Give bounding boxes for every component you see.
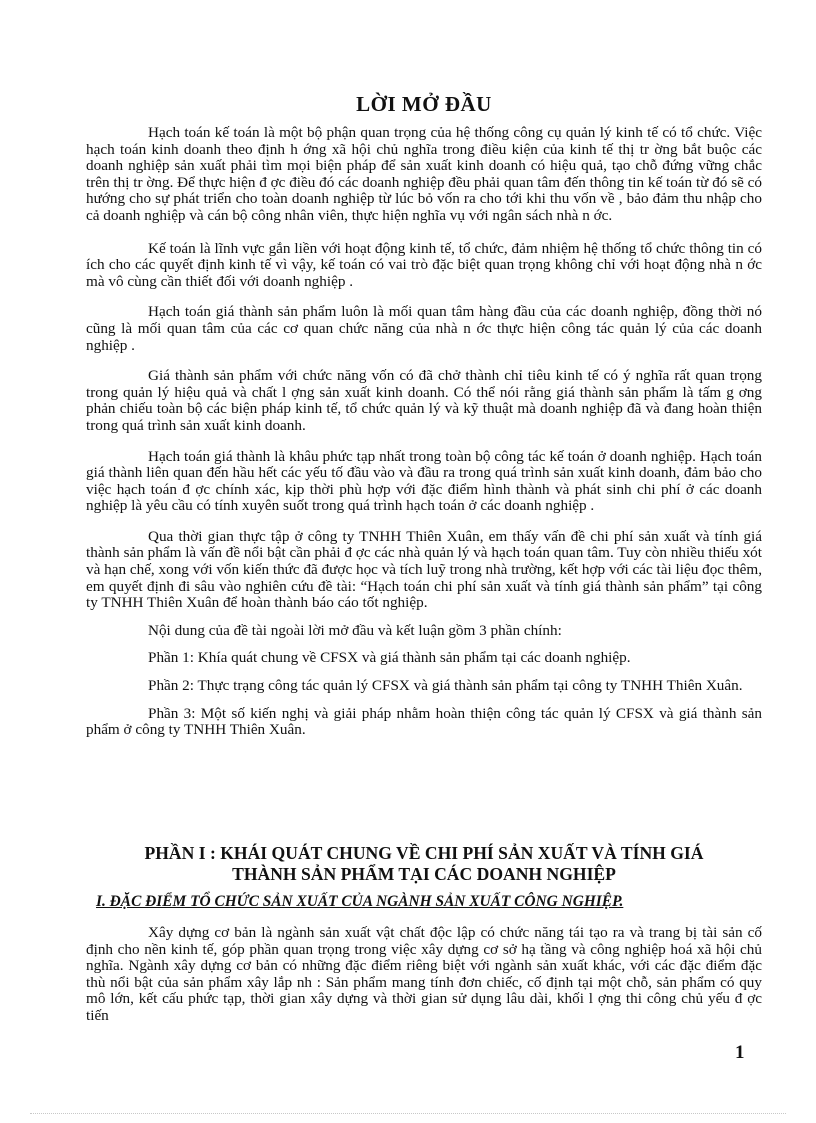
part-1-summary: Phần 1: Khía quát chung về CFSX và giá thành sản phẩm tại các doanh nghiệp. <box>148 649 631 667</box>
intro-paragraph-7: Nội dung của đề tài ngoài lời mở đầu và kết luận gồm 3 phần chính: <box>148 621 562 639</box>
intro-paragraph-1: Hạch toán kế toán là một bộ phận quan trọng của hệ thống công cụ quản lý kinh tế có tổ chức. Việc hạch toán kinh doanh theo định h ớng xã hội chủ nghĩa trong điều kiện của kinh tế thị tr ờng bắt buộc các doanh nghiệp sản xuất phải tìm mọi biện pháp để sản xuất kinh doanh có hiệu quả, tạo chỗ đứng vững chắc trên thị tr ờng. Để thực hiện đ ợc điều đó các doanh nghiệp đều phải quan tâm đến thông tin kế toán từ đó sẽ có hướng cho sự phát triển cho toàn doanh nghiệp từ lúc bỏ vốn ra cho tới khi thu vốn về , bảo đảm thu nhập cho cả doanh nghiệp và cán bộ công nhân viên, thực hiện nghĩa vụ với ngân sách nhà n ớc. <box>86 124 762 224</box>
intro-paragraph-3: Hạch toán giá thành sản phẩm luôn là mối quan tâm hàng đầu của các doanh nghiệp, đồng thời nó cũng là mối quan tâm của các cơ quan chức năng của nhà n ớc thực hiện công tác quản lý của các doanh nghiệp . <box>86 303 762 354</box>
intro-paragraph-5: Hạch toán giá thành là khâu phức tạp nhất trong toàn bộ công tác kế toán ở doanh nghiệp. Hạch toán giá thành liên quan đến hầu hết các yếu tố đầu vào và đầu ra trong quá trình sản xuất kinh doanh, đảm bảo cho việc hạch toán đ ợc chính xác, kịp thời phù hợp với đặc điểm hình thành và phát sinh chi phí ở các doanh nghiệp là yêu cầu có tính xuyên suốt trong quá trình hạch toán ở các doanh nghiệp . <box>86 447 762 515</box>
intro-paragraph-6: Qua thời gian thực tập ở công ty TNHH Thiên Xuân, em thấy vấn đề chi phí sản xuất và tính giá thành sản phẩm là vấn đề nổi bật cần phải đ ợc các nhà quản lý và hạch toán quan tâm. Tuy còn nhiều thiếu xót và hạn chế, xong với vốn kiến thức đã được học và tích luỹ trong nhà trường, kết hợp với các tài liệu đọc thêm, em quyết định đi sâu vào nghiên cứu đề tài: “Hạch toán chi phí sản xuất và tính giá thành sản phẩm” tại công ty TNHH Thiên Xuân để hoàn thành báo cáo tốt nghiệp. <box>86 527 762 612</box>
page-bottom-rule <box>30 1113 786 1114</box>
part-2-summary: Phần 2: Thực trạng công tác quản lý CFSX và giá thành sản phẩm tại công ty TNHH Thiên Xuân. <box>148 677 743 695</box>
part-heading-line-2: THÀNH SẢN PHẨM TẠI CÁC DOANH NGHIỆP <box>232 864 616 884</box>
page-number: 1 <box>735 1042 745 1063</box>
section-paragraph: Xây dựng cơ bản là ngành sản xuất vật chất độc lập có chức năng tái tạo ra và trang bị tài sản cố định cho nền kinh tế, góp phần quan trọng trong việc xây dựng cơ sở hạ tầng và công nghiệp hoá xã hội chủ nghĩa. Ngành xây dựng cơ bản có những đặc điểm riêng biệt với ngành sản xuất khác, với các đặc điểm đặc thù nổi bật của sản phẩm xây lắp nh : Sản phẩm mang tính đơn chiếc, cố định tại một chỗ, sản phẩm có quy mô lớn, kết cấu phức tạp, thời gian xây dựng và thời gian sử dụng lâu dài, khối l ợng thi công chủ yếu đ ợc tiến <box>86 924 762 1024</box>
intro-paragraph-4: Giá thành sản phẩm với chức năng vốn có đã chở thành chỉ tiêu kinh tế có ý nghĩa rất quan trọng trong quản lý hiệu quả và chất l ợng sản xuất kinh doanh. Có thể nói rằng giá thành sản phẩm là tấm g ơng phản chiếu toàn bộ các biện pháp kinh tế, tổ chức quản lý và kỹ thuật mà doanh nghiệp đã và đang hoàn thiện trong quá trình sản xuất kinh doanh. <box>86 367 762 434</box>
part-heading <box>86 843 762 885</box>
part-heading-line-1: PHẦN I : KHÁI QUÁT CHUNG VỀ CHI PHÍ SẢN XUẤT VÀ TÍNH GIÁ <box>144 843 704 863</box>
part-3-summary: Phần 3: Một số kiến nghị và giải pháp nhằm hoàn thiện công tác quản lý CFSX và giá thành sản phẩm ở công ty TNHH Thiên Xuân. <box>86 704 762 739</box>
page-title: LỜI MỞ ĐẦU <box>356 92 492 116</box>
section-heading: I. ĐẶC ĐIỂM TỔ CHỨC SẢN XUẤT CỦA NGÀNH SẢN XUẤT CÔNG NGHIỆP. <box>96 893 624 910</box>
intro-paragraph-2: Kế toán là lĩnh vực gắn liền với hoạt động kinh tế, tổ chức, đảm nhiệm hệ thống tổ chức thông tin có ích cho các quyết định kinh tế vì vậy, kế toán có vai trò đặc biệt quan trọng không chỉ với hoạt động nhà n ớc mà vô cùng cần thiết đối với doanh nghiệp . <box>86 239 762 290</box>
section-body <box>86 925 762 1025</box>
introduction <box>86 92 762 739</box>
